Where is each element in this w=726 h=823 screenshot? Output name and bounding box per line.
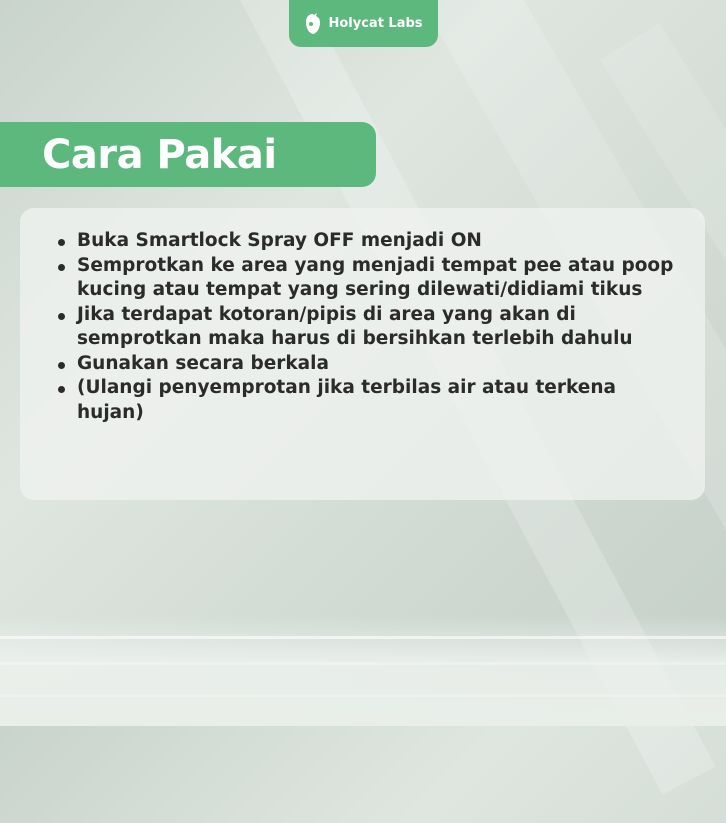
list-item: Buka Smartlock Spray OFF menjadi ON (77, 229, 685, 254)
brand-logo-tab (289, 0, 438, 47)
instructions-card (20, 208, 705, 500)
title-banner (0, 122, 376, 187)
cat-head-icon (304, 13, 322, 35)
list-item: Jika terdapat kotoran/pipis di area yang akan di semprotkan maka harus di bersihkan terlebih dahulu (77, 303, 685, 352)
reflective-floor (0, 616, 726, 726)
list-item: (Ulangi penyemprotan jika terbilas air atau terkena hujan) (77, 376, 685, 425)
list-item: Semprotkan ke area yang menjadi tempat pee atau poop kucing atau tempat yang sering dilewati/didiami tikus (77, 254, 685, 303)
instructions-list (55, 229, 685, 425)
page-title: Cara Pakai (42, 131, 277, 178)
brand-name: Holycat Labs (328, 16, 423, 31)
list-item: Gunakan secara berkala (77, 352, 685, 377)
